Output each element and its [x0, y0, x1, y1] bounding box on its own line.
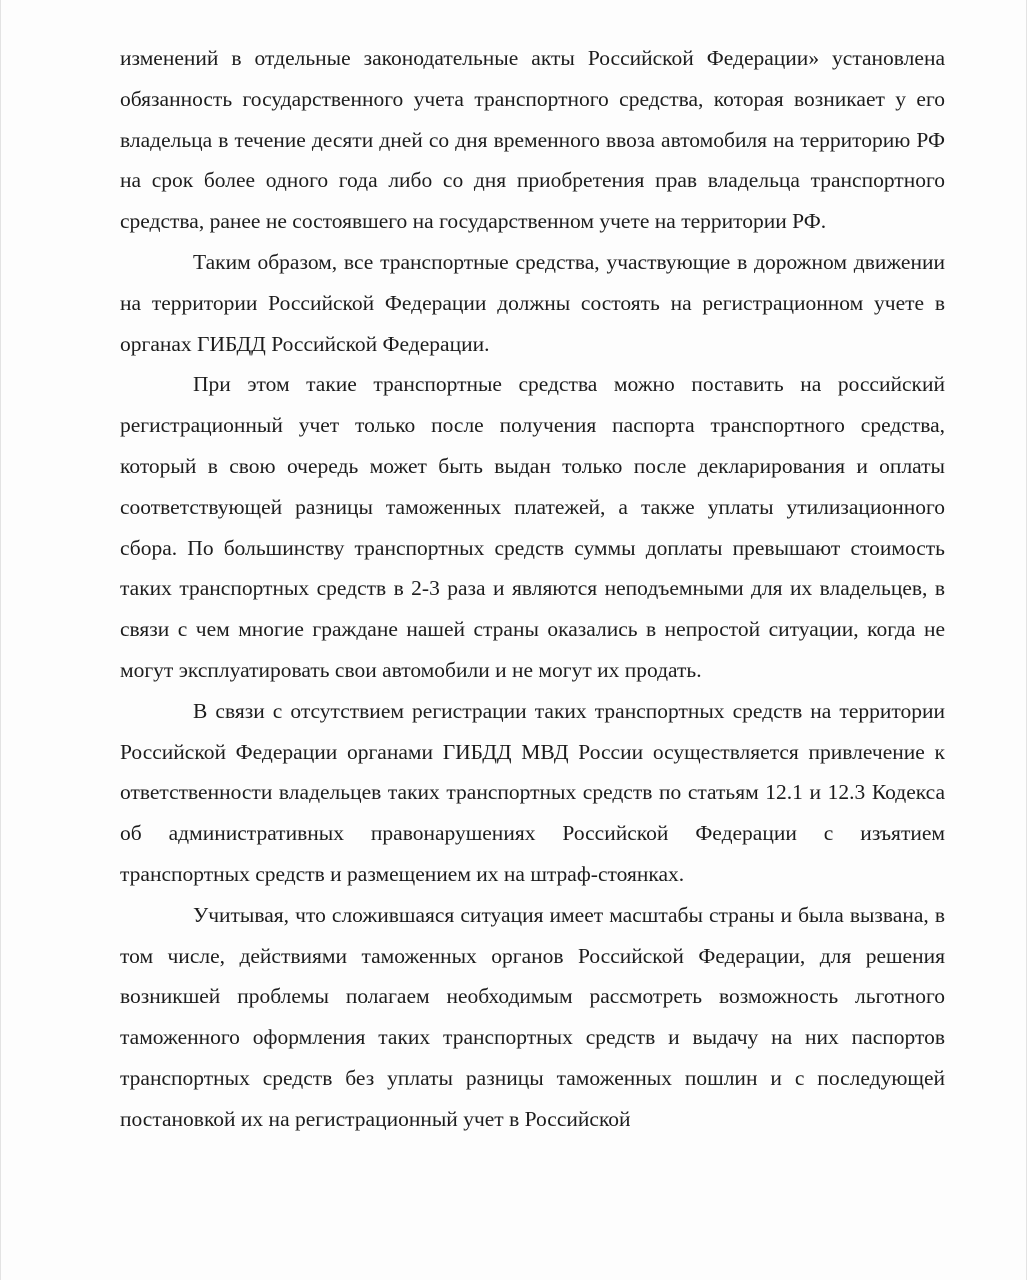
document-body: [120, 38, 945, 1140]
paragraph-4: В связи с отсутствием регистрации таких транспортных средств на территории Российской Федерации органами ГИБДД МВД России осуществляется привлечение к ответственности владельцев таких транспортных средств по статьям 12.1 и 12.3 Кодекса об административных правонарушениях Российской Федерации с изъятием транспортных средств и размещением их на штраф-стоянках.: [120, 698, 945, 886]
paragraph-5: Учитывая, что сложившаяся ситуация имеет масштабы страны и была вызвана, в том числе, действиями таможенных органов Российской Федерации, для решения возникшей проблемы полагаем необходимым рассмотреть возможность льготного таможенного оформления таких транспортных средств и выдачу на них паспортов транспортных средств без уплаты разницы таможенных пошлин и с последующей постановкой их на регистрационный учет в Российской: [120, 902, 945, 1131]
paragraph-1: изменений в отдельные законодательные акты Российской Федерации» установлена обязанность государственного учета транспортного средства, которая возникает у его владельца в течение десяти дней со дня временного ввоза автомобиля на территорию РФ на срок более одного года либо со дня приобретения прав владельца транспортного средства, ранее не состоявшего на государственном учете на территории РФ.: [120, 46, 945, 234]
paragraph-3: При этом такие транспортные средства можно поставить на российский регистрационный учет только после получения паспорта транспортного средства, который в свою очередь может быть выдан только после декларирования и оплаты соответствующей разницы таможенных платежей, а также уплаты утилизационного сбора. По большинству транспортных средств суммы доплаты превышают стоимость таких транспортных средств в 2-3 раза и являются неподъемными для их владельцев, в связи с чем многие граждане нашей страны оказались в непростой ситуации, когда не могут эксплуатировать свои автомобили и не могут их продать.: [120, 372, 945, 682]
paragraph-2: Таким образом, все транспортные средства, участвующие в дорожном движении на территории Российской Федерации должны состоять на регистрационном учете в органах ГИБДД Российской Федерации.: [120, 249, 945, 356]
